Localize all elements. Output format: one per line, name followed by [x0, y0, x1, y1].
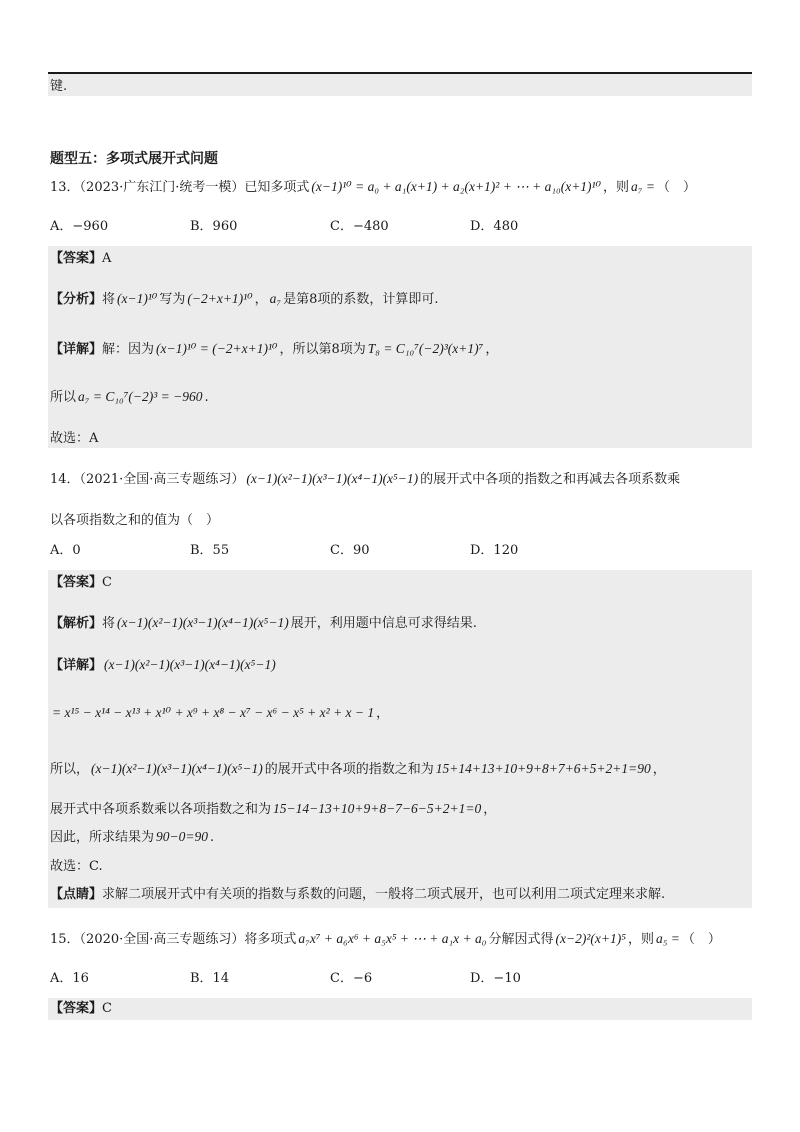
- q14-note: [50, 886, 665, 904]
- q13-stem: [50, 178, 696, 197]
- q14-stem-text: 14．（2021·全国·高三专题练习）: [50, 472, 245, 487]
- analysis-text: 将: [102, 292, 116, 307]
- analysis-text: 将: [102, 616, 116, 631]
- detail-text: .: [204, 390, 209, 405]
- q14-choose: 故选：C.: [50, 859, 103, 874]
- analysis-text: ，: [254, 292, 268, 307]
- analysis-formula: (x−1)¹⁰: [117, 291, 158, 306]
- detail-text: 因此，所求结果为: [50, 830, 155, 845]
- q15-stem-text3: ，则: [627, 932, 654, 947]
- q15-stem: [50, 930, 721, 949]
- detail-formula: (x−1)¹⁰ = (−2+x+1)¹⁰: [156, 341, 278, 356]
- q14-expansion: [50, 704, 389, 723]
- q14-option-b: B．55: [190, 543, 230, 558]
- q14-detail: [50, 656, 278, 675]
- q13-paren: （ ）: [656, 180, 696, 195]
- q13-option-d: D．480: [470, 219, 519, 234]
- q15-stem-text: 15．（2020·全国·高三专题练习）将多项式: [50, 932, 297, 947]
- detail-formula: (x−1)(x²−1)(x³−1)(x⁴−1)(x⁵−1): [104, 657, 276, 672]
- q13-answer: [50, 250, 111, 268]
- detail-formula: (x−1)(x²−1)(x³−1)(x⁴−1)(x⁵−1): [91, 761, 263, 776]
- q13-formula: (x−1)¹⁰ = a₀ + a₁(x+1) + a₂(x+1)² + ⋯ + a₁₀(x+1)¹⁰: [311, 179, 602, 194]
- detail-formula: T₈ = C₁₀⁷(−2)³(x+1)⁷: [367, 341, 484, 356]
- detail-text: 所以，: [50, 762, 90, 777]
- answer-tag: 【答案】: [50, 251, 103, 266]
- q15-formula2: (x−2)²(x+1)⁵: [555, 931, 626, 946]
- detail-tag: 【详解】: [50, 342, 103, 357]
- q14-option-a: A．0: [50, 543, 81, 558]
- q13-detail-line2: [50, 388, 209, 407]
- answer-value: C: [102, 575, 112, 590]
- detail-formula: a₇ = C₁₀⁷(−2)³ = −960: [78, 389, 203, 404]
- detail-tag: 【详解】: [50, 658, 103, 673]
- q14-stem-text2: 的展开式中各项的指数之和再减去各项系数乘: [420, 472, 681, 487]
- q14-stem: [50, 470, 680, 489]
- detail-text: .: [210, 830, 215, 845]
- answer-tag: 【答案】: [50, 575, 103, 590]
- analysis-formula: (−2+x+1)¹⁰: [187, 291, 253, 306]
- note-text: 求解二项展开式中有关项的指数与系数的问题，一般将二项式展开，也可以利用二项式定理来求解.: [102, 887, 666, 902]
- q14-option-c: C．90: [330, 543, 370, 558]
- q15-stem-text2: 分解因式得: [488, 932, 554, 947]
- note-tag: 【点睛】: [50, 887, 103, 902]
- prev-answer-band: [48, 74, 752, 96]
- detail-text: ，: [483, 802, 497, 817]
- detail-text: ，: [376, 706, 390, 721]
- q13-stem-text: 13．（2023·广东江门·统考一模）已知多项式: [50, 180, 310, 195]
- q15-option-c: C．−6: [330, 971, 373, 986]
- coef-sum-formula: 15−14−13+10+9+8−7−6−5+2+1=0: [273, 801, 482, 816]
- q15-solution-band: [48, 998, 752, 1020]
- analysis-text: 展开，利用题中信息可求得结果.: [290, 616, 477, 631]
- q13-target: a₇ =: [631, 179, 655, 194]
- answer-tag: 【答案】: [50, 1001, 103, 1016]
- analysis-text: 写为: [159, 292, 186, 307]
- q14-result: [50, 828, 214, 847]
- q13-option-b: B．960: [190, 219, 238, 234]
- section-title: 题型五：多项式展开式问题: [50, 151, 218, 167]
- q15-formula: a₇x⁷ + a₆x⁶ + a₅x⁵ + ⋯ + a₁x + a₀: [298, 931, 487, 946]
- q14-answer: [50, 574, 112, 592]
- q15-option-a: A．16: [50, 971, 89, 986]
- analysis-text: 是第8项的系数，计算即可.: [283, 292, 439, 307]
- q15-answer: [50, 1000, 112, 1018]
- q15-option-b: B．14: [190, 971, 230, 986]
- q13-option-c: C．−480: [330, 219, 389, 234]
- q15-option-d: D．−10: [470, 971, 521, 986]
- q14-stem-line2: 以各项指数之和的值为（ ）: [50, 513, 220, 528]
- q13-stem-text2: ，则: [603, 180, 630, 195]
- detail-text: 所以: [50, 390, 77, 405]
- q15-target: a₅ =: [655, 931, 680, 946]
- q14-option-d: D．120: [470, 543, 519, 558]
- expansion-formula: = x¹⁵ − x¹⁴ − x¹³ + x¹⁰ + x⁹ + x⁸ − x⁷ − x⁶ − x⁵ + x² + x − 1: [52, 705, 375, 720]
- detail-text: ，: [485, 342, 499, 357]
- detail-text: 展开式中各项系数乘以各项指数之和为: [50, 802, 272, 817]
- answer-value: C: [102, 1001, 112, 1016]
- q13-analysis: [50, 290, 439, 309]
- q14-analysis: [50, 614, 477, 633]
- q14-exponent-sum: [50, 760, 666, 779]
- q15-paren: （ ）: [681, 932, 721, 947]
- detail-text: ，所以第8项为: [279, 342, 366, 357]
- analysis-formula: a₇: [269, 291, 282, 306]
- q14-formula: (x−1)(x²−1)(x³−1)(x⁴−1)(x⁵−1): [246, 471, 419, 486]
- q14-coef-sum: [50, 800, 496, 819]
- answer-value: A: [102, 251, 112, 266]
- detail-text: 解：因为: [102, 342, 155, 357]
- q13-option-a: A．−960: [50, 219, 109, 234]
- exponent-sum-formula: 15+14+13+10+9+8+7+6+5+2+1=90: [435, 761, 651, 776]
- detail-text: ，: [652, 762, 666, 777]
- detail-text: 的展开式中各项的指数之和为: [264, 762, 434, 777]
- prev-answer-fragment: 键.: [50, 79, 68, 94]
- q13-detail: [50, 340, 498, 359]
- q13-choose: 故选：A: [50, 431, 99, 446]
- analysis-formula: (x−1)(x²−1)(x³−1)(x⁴−1)(x⁵−1): [117, 615, 289, 630]
- result-formula: 90−0=90: [156, 829, 208, 844]
- analysis-tag: 【解析】: [50, 616, 103, 631]
- analysis-tag: 【分析】: [50, 292, 103, 307]
